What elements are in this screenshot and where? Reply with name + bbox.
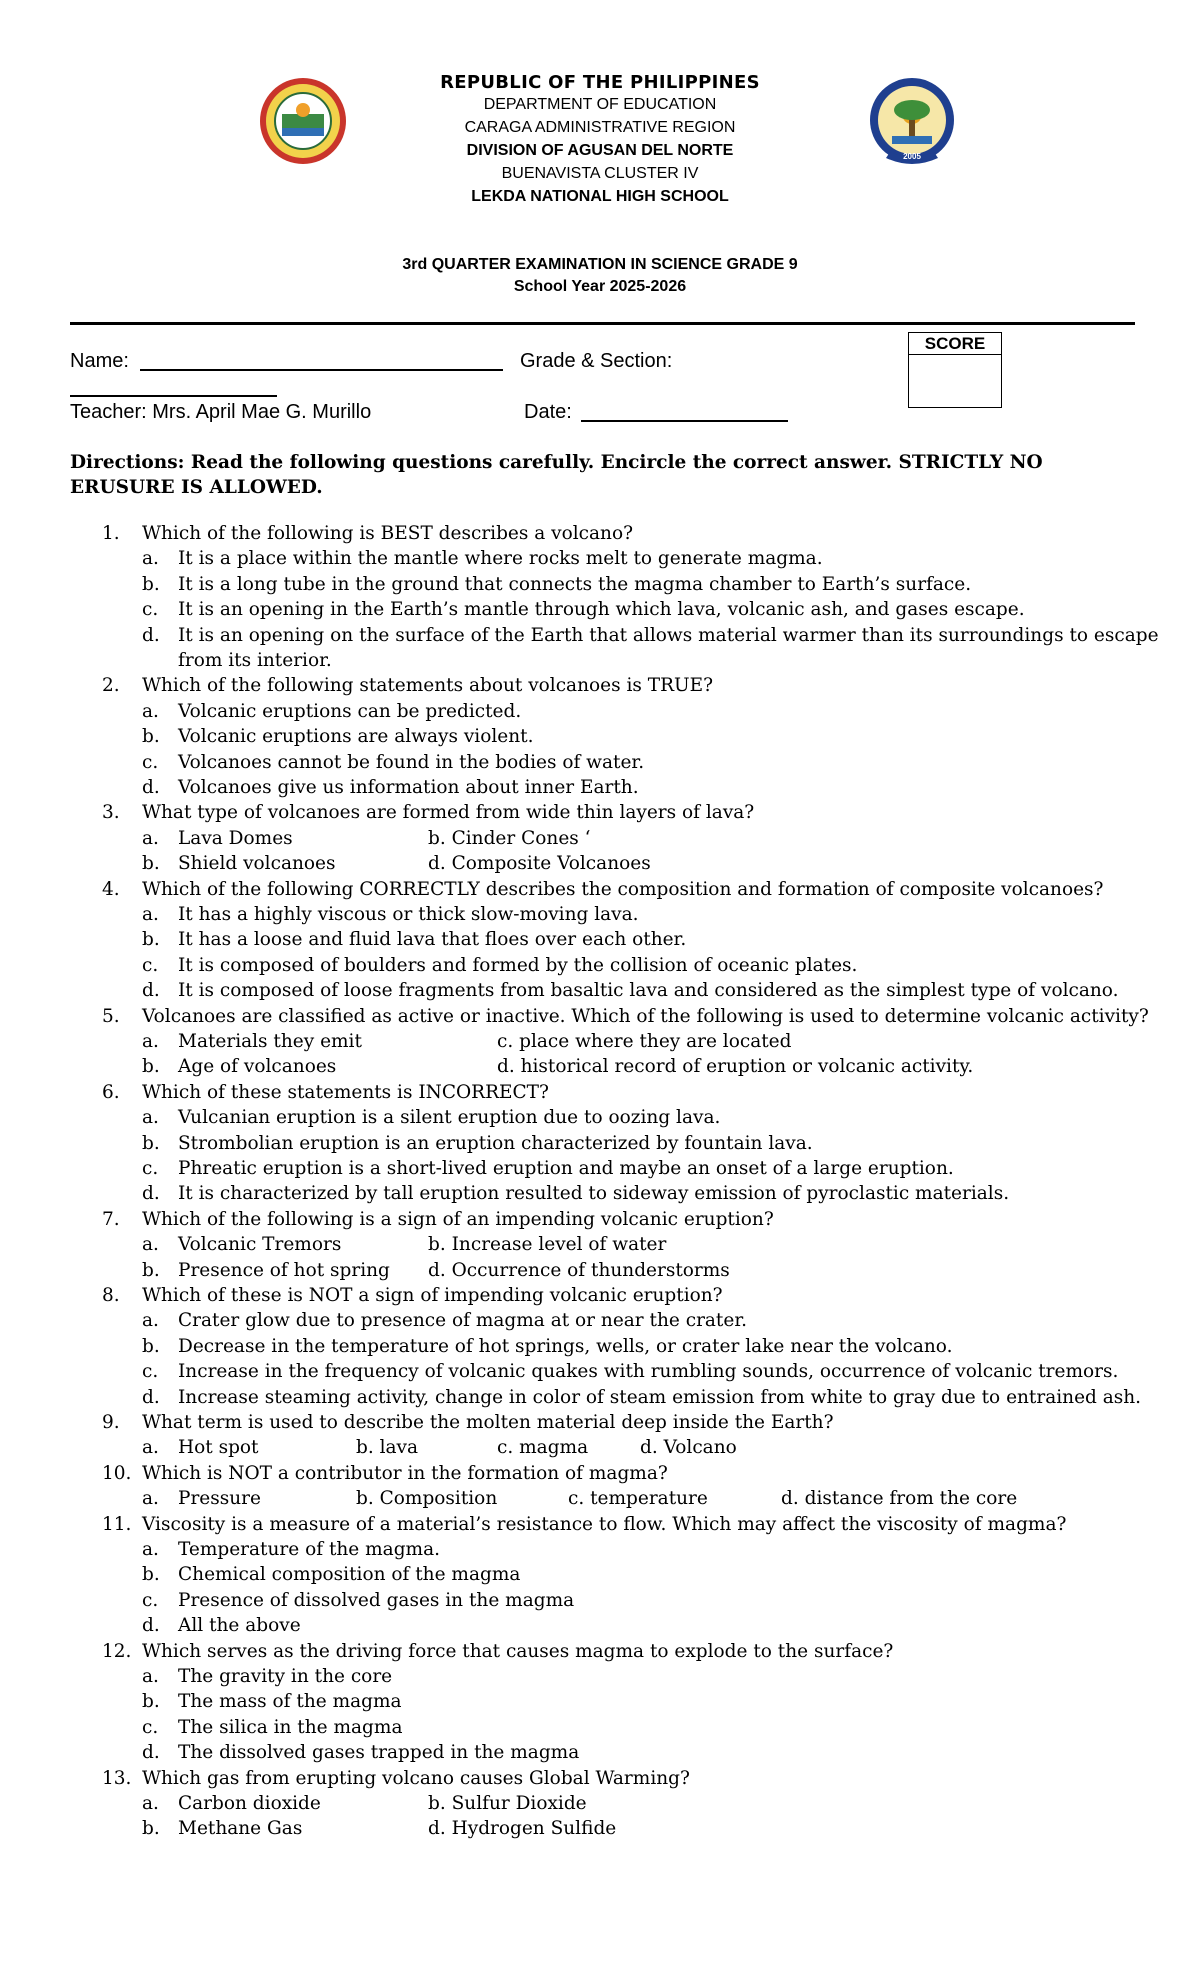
option-letter: b.: [142, 1335, 160, 1357]
option-row[interactable]: [0, 1054, 1200, 1079]
header-cluster: BUENAVISTA CLUSTER IV: [501, 165, 699, 182]
option-text: from its interior.: [178, 650, 332, 671]
option-letter: a.: [142, 1539, 159, 1560]
option-row[interactable]: [0, 826, 1200, 851]
option[interactable]: [0, 597, 1200, 622]
question-number: 7.: [102, 1208, 120, 1230]
option[interactable]: [0, 1359, 1200, 1384]
option[interactable]: [0, 1334, 1200, 1359]
option-text: Shield volcanoes: [178, 853, 336, 875]
option-row[interactable]: [0, 851, 1200, 876]
question-4: [0, 877, 1200, 902]
option-text: d. Composite Volcanoes: [428, 853, 651, 875]
option-letter: c.: [142, 599, 159, 621]
option-text: d. Volcano: [640, 1437, 737, 1459]
option[interactable]: [0, 927, 1200, 952]
option-letter: a.: [142, 1793, 159, 1814]
option[interactable]: [0, 1181, 1200, 1206]
option[interactable]: [0, 1588, 1200, 1613]
option[interactable]: [0, 1131, 1200, 1156]
option-text: Presence of dissolved gases in the magma: [178, 1589, 575, 1611]
option-text: c. temperature: [568, 1488, 708, 1510]
question-1: [0, 521, 1200, 546]
option-text: d. Hydrogen Sulfide: [428, 1818, 617, 1840]
question-text: Which gas from erupting volcano causes Global Warming?: [142, 1767, 690, 1789]
option-text: It has a loose and fluid lava that floes over each other.: [178, 929, 687, 951]
option-text: Volcanic eruptions are always violent.: [178, 726, 534, 748]
question-3: [0, 800, 1200, 825]
option-text: The dissolved gases trapped in the magma: [178, 1742, 580, 1764]
option-letter: a.: [142, 827, 159, 849]
option[interactable]: [0, 724, 1200, 749]
question-10: [0, 1461, 1200, 1486]
option-letter: b.: [142, 1056, 160, 1078]
option-text: b. Cinder Cones ‘: [428, 827, 591, 849]
option-row[interactable]: [0, 1232, 1200, 1257]
option-text: Lava Domes: [178, 827, 293, 849]
option-text: It is an opening on the surface of the Earth that allows material warmer than its surroundings to escape: [178, 624, 1159, 646]
option-text: b. Composition: [356, 1488, 498, 1510]
option-text: It is composed of loose fragments from basaltic lava and considered as the simplest type of volcano.: [178, 980, 1119, 1002]
question-number: 1.: [102, 523, 120, 544]
question-6: [0, 1080, 1200, 1105]
option-letter: d.: [142, 1615, 160, 1637]
option-letter: d.: [142, 1742, 160, 1764]
option[interactable]: [0, 1715, 1200, 1740]
question-text: Which of these is NOT a sign of impending volcanic eruption?: [142, 1285, 723, 1306]
option-letter: a.: [142, 700, 159, 722]
option-text: All the above: [178, 1615, 301, 1637]
question-number: 10.: [102, 1462, 132, 1484]
option-text: b. Sulfur Dioxide: [428, 1793, 587, 1814]
question-13: [0, 1766, 1200, 1791]
option-text: b. Increase level of water: [428, 1234, 667, 1256]
question-7: [0, 1207, 1200, 1232]
option-text: Presence of hot spring: [178, 1259, 390, 1281]
option-letter: a.: [142, 1310, 159, 1332]
question-text: Which is NOT a contributor in the formation of magma?: [142, 1462, 668, 1484]
option-text: Strombolian eruption is an eruption characterized by fountain lava.: [178, 1132, 813, 1154]
score-label: SCORE: [909, 333, 1001, 355]
option-row[interactable]: [0, 1258, 1200, 1283]
question-number: 8.: [102, 1285, 120, 1306]
option-letter: a.: [142, 1666, 159, 1687]
question-12: [0, 1639, 1200, 1664]
name-label: Name:: [70, 350, 129, 372]
option-row[interactable]: [0, 1435, 1200, 1460]
question-text: Which of the following is a sign of an impending volcanic eruption?: [142, 1208, 774, 1230]
option-text: Volcanoes give us information about inner Earth.: [178, 777, 639, 798]
option-text: Volcanoes cannot be found in the bodies of water.: [178, 751, 645, 773]
option-letter: a.: [142, 548, 159, 570]
option-text: Age of volcanoes: [178, 1056, 337, 1078]
option-letter: d.: [142, 980, 160, 1002]
option-letter: b.: [142, 1259, 160, 1281]
option-letter: b.: [142, 573, 160, 595]
option-letter: c.: [142, 954, 159, 976]
option-text: c. magma: [497, 1437, 589, 1459]
option[interactable]: [0, 978, 1200, 1003]
option-text: Materials they emit: [178, 1031, 362, 1052]
question-text: Viscosity is a measure of a material’s resistance to flow. Which may affect the viscosity of magma?: [142, 1513, 1067, 1535]
option[interactable]: [0, 750, 1200, 775]
option[interactable]: [0, 953, 1200, 978]
option-text: It is an opening in the Earth’s mantle through which lava, volcanic ash, and gases escape.: [178, 599, 1025, 621]
option[interactable]: [0, 1156, 1200, 1181]
option-letter: c.: [142, 1589, 159, 1611]
question-number: 11.: [102, 1513, 132, 1535]
option[interactable]: [0, 546, 1200, 571]
question-text: Which serves as the driving force that causes magma to explode to the surface?: [142, 1640, 894, 1662]
option-text: It is composed of boulders and formed by the collision of oceanic plates.: [178, 954, 858, 976]
option-letter: b.: [142, 853, 160, 875]
option[interactable]: [0, 1562, 1200, 1587]
option-letter: c.: [142, 1361, 159, 1383]
option[interactable]: [0, 623, 1200, 648]
option-text: Pressure: [178, 1488, 261, 1510]
question-text: Volcanoes are classified as active or inactive. Which of the following is used to determine volcanic activity?: [142, 1005, 1149, 1027]
option[interactable]: [0, 1105, 1200, 1130]
option-text: b. lava: [356, 1437, 419, 1459]
question-number: 4.: [102, 878, 120, 900]
option-row[interactable]: [0, 1816, 1200, 1841]
option-text: Chemical composition of the magma: [178, 1564, 521, 1586]
option-letter: c.: [142, 1158, 159, 1179]
option[interactable]: [0, 1664, 1200, 1689]
option-text: c. place where they are located: [497, 1031, 792, 1052]
option-letter: b.: [142, 1691, 160, 1713]
option-letter: b.: [142, 726, 160, 748]
date-label: Date:: [524, 401, 572, 423]
question-number: 3.: [102, 802, 120, 824]
question-2: [0, 673, 1200, 698]
option[interactable]: [0, 572, 1200, 597]
option-letter: a.: [142, 1107, 159, 1129]
option-text: The gravity in the core: [178, 1666, 393, 1687]
school-year: School Year 2025-2026: [513, 278, 687, 295]
option-text: It is a long tube in the ground that connects the magma chamber to Earth’s surface.: [178, 573, 972, 595]
option-text: Increase in the frequency of volcanic quakes with rumbling sounds, occurrence of volcanic tremors.: [178, 1361, 1119, 1383]
option-text: Phreatic eruption is a short-lived eruption and maybe an onset of a large eruption.: [178, 1158, 954, 1179]
header-republic: REPUBLIC OF THE PHILIPPINES: [440, 72, 760, 93]
option-text: Temperature of the magma.: [178, 1539, 440, 1560]
header-division: DIVISION OF AGUSAN DEL NORTE: [466, 142, 734, 159]
option-text: Decrease in the temperature of hot springs, wells, or crater lake near the volcano.: [178, 1335, 953, 1357]
question-text: Which of the following statements about volcanoes is TRUE?: [142, 675, 714, 697]
option-letter: b.: [142, 1132, 160, 1154]
option-continuation: [0, 648, 1200, 673]
directions: Directions: Read the following questions carefully. Encircle the correct answer. STRICTLY NO ERUSURE IS ALLOWED.: [70, 452, 1043, 498]
option-letter: a.: [142, 1031, 159, 1052]
question-8: [0, 1283, 1200, 1308]
option-text: Volcanic Tremors: [178, 1234, 342, 1256]
option-letter: a.: [142, 1488, 159, 1510]
option-letter: d.: [142, 777, 160, 798]
question-9: [0, 1410, 1200, 1435]
question-number: 5.: [102, 1005, 120, 1027]
option-text: Methane Gas: [178, 1818, 303, 1840]
option-letter: c.: [142, 1716, 159, 1738]
option-text: d. distance from the core: [781, 1488, 1018, 1510]
question-text: Which of the following CORRECTLY describes the composition and formation of composite volcanoes?: [142, 878, 1104, 900]
question-number: 2.: [102, 675, 120, 697]
question-number: 9.: [102, 1412, 120, 1433]
option[interactable]: [0, 1613, 1200, 1638]
option-letter: b.: [142, 1818, 160, 1840]
header-school: LEKDA NATIONAL HIGH SCHOOL: [471, 188, 729, 205]
question-number: 6.: [102, 1081, 120, 1103]
header-region: CARAGA ADMINISTRATIVE REGION: [464, 119, 736, 136]
option[interactable]: [0, 1308, 1200, 1333]
option-letter: c.: [142, 751, 159, 773]
question-text: Which of the following is BEST describes a volcano?: [142, 523, 634, 544]
option-row[interactable]: [0, 1029, 1200, 1054]
option[interactable]: [0, 1537, 1200, 1562]
grade-section-label: Grade & Section:: [520, 350, 673, 372]
question-text: Which of these statements is INCORRECT?: [142, 1081, 549, 1103]
option-text: It is characterized by tall eruption resulted to sideway emission of pyroclastic materials.: [178, 1183, 1010, 1205]
header-department: DEPARTMENT OF EDUCATION: [483, 96, 717, 113]
option-text: Carbon dioxide: [178, 1793, 321, 1814]
option-letter: d.: [142, 624, 160, 646]
option-letter: a.: [142, 1234, 159, 1256]
option-letter: a.: [142, 904, 159, 925]
option-text: Crater glow due to presence of magma at or near the crater.: [178, 1310, 748, 1332]
school-seal-year: 2005: [903, 152, 921, 161]
option-row[interactable]: [0, 1486, 1200, 1511]
option-text: Vulcanian eruption is a silent eruption due to oozing lava.: [178, 1107, 721, 1129]
option-row[interactable]: [0, 1791, 1200, 1816]
option-text: The mass of the magma: [178, 1691, 402, 1713]
option-text: d. Occurrence of thunderstorms: [428, 1259, 730, 1281]
question-text: What term is used to describe the molten material deep inside the Earth?: [142, 1412, 834, 1433]
option[interactable]: [0, 1385, 1200, 1410]
option-letter: d.: [142, 1386, 160, 1408]
option-text: It is a place within the mantle where rocks melt to generate magma.: [178, 548, 823, 570]
question-11: [0, 1512, 1200, 1537]
exam-title: 3rd QUARTER EXAMINATION IN SCIENCE GRADE 9: [402, 256, 798, 273]
question-number: 12.: [102, 1640, 132, 1662]
option-letter: a.: [142, 1437, 159, 1459]
option-text: d. historical record of eruption or volcanic activity.: [497, 1056, 974, 1078]
option[interactable]: [0, 699, 1200, 724]
option[interactable]: [0, 1740, 1200, 1765]
option[interactable]: [0, 902, 1200, 927]
option-text: It has a highly viscous or thick slow-moving lava.: [178, 904, 639, 925]
option[interactable]: [0, 1689, 1200, 1714]
question-number: 13.: [102, 1767, 132, 1789]
option-text: Volcanic eruptions can be predicted.: [178, 700, 522, 722]
teacher-label: Teacher: Mrs. April Mae G. Murillo: [70, 401, 372, 423]
option-text: Increase steaming activity, change in color of steam emission from white to gray due to entrained ash.: [178, 1386, 1142, 1408]
option[interactable]: [0, 775, 1200, 800]
option-letter: d.: [142, 1183, 160, 1205]
question-5: [0, 1004, 1200, 1029]
option-letter: b.: [142, 1564, 160, 1586]
option-text: The silica in the magma: [178, 1716, 403, 1738]
option-text: Hot spot: [178, 1437, 259, 1459]
question-text: What type of volcanoes are formed from wide thin layers of lava?: [142, 802, 755, 824]
option-letter: b.: [142, 929, 160, 951]
